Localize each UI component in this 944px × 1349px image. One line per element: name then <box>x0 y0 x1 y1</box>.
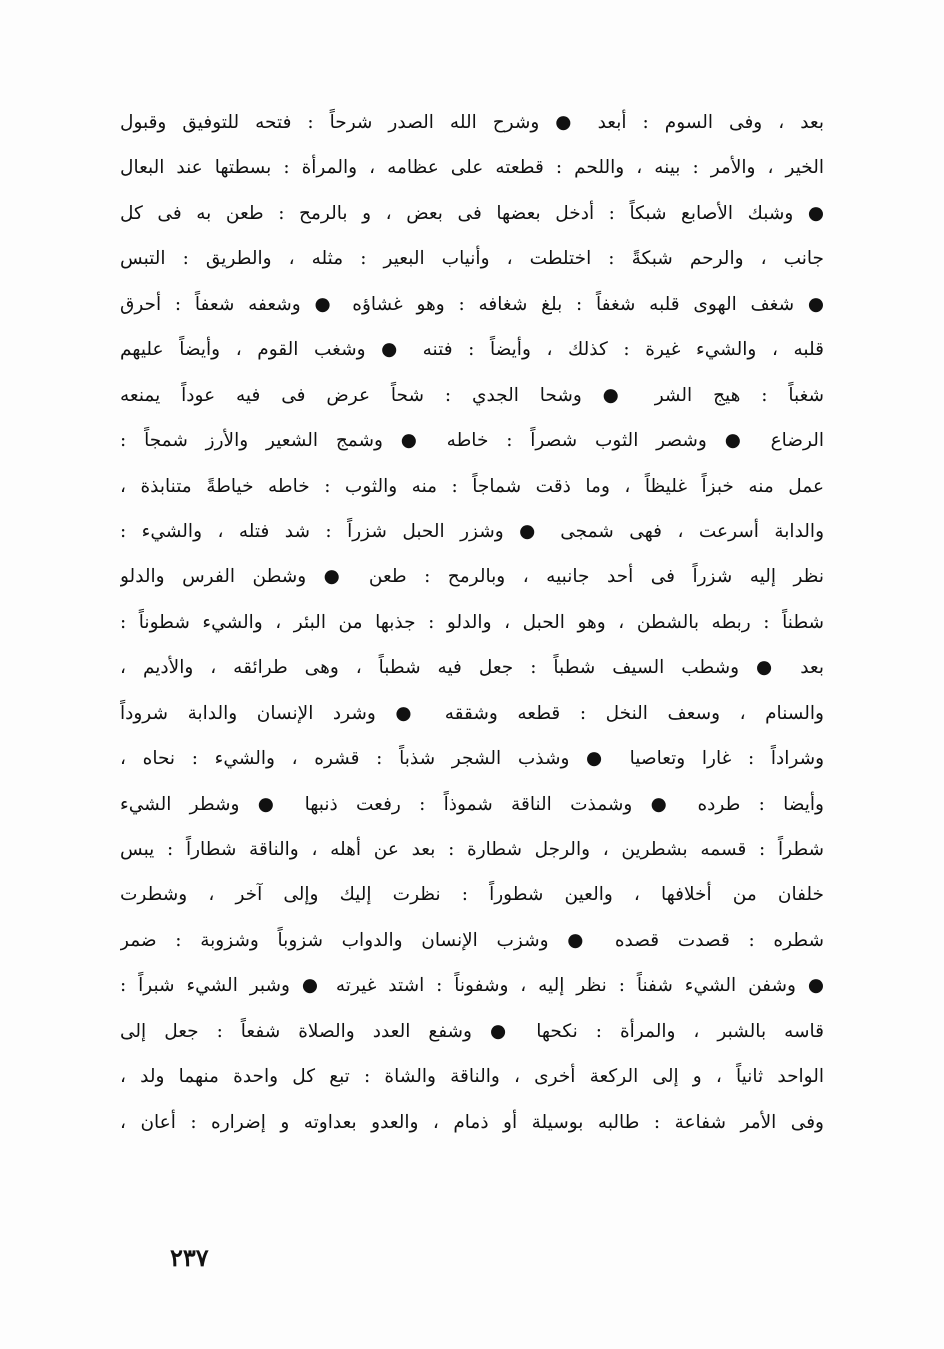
text-line: جانب ، والرحم شبكةً : اختلطت ، وأنياب البعير : مثله ، والطريق : التبس <box>120 248 824 270</box>
text-line: وأيضا : طرده ● وشمذت الناقة شموذاً : رفعت ذنبها ● وشطر الشيء <box>120 793 824 815</box>
text-line: الواحد ثانياً ، و إلى الركعة أخرى ، والناقة والشاة : تبع كل واحدة منهما ولد ، <box>120 1066 824 1088</box>
text-line: الرضاع ● وشصر الثوب شصراً : خاطه ● وشمج الشعير والأرز شمجاً : <box>120 430 824 452</box>
text-line: شطره : قصدت قصده ● وشزب الإنسان والدواب شزوباً وشزوبة : ضمر <box>120 929 824 951</box>
text-line: شغباً : هيج الشر ● وشحا الجدي : شحاً عرض فى فيه عوداً يمنعه <box>120 384 824 406</box>
text-line: بعد ، وفى السوم : أبعد ● وشرح الله الصدر شرحاً : فتحه للتوفيق وقبول <box>120 112 824 133</box>
text-line: ● وشبك الأصابع شبكاً : أدخل بعضها فى بعض ، و بالرمح : طعن به فى كل <box>120 202 824 224</box>
text-line: ● شغف الهوى قلبه شغفاً : بلغ شغافه : وهو غشاؤه ● وشعفه شعفاً : أحرق <box>120 293 824 315</box>
text-line: شطراً : قسمه بشطرين ، والرجل شطارة : بعد عن أهله ، والناقة شطاراً : يبس <box>120 839 824 860</box>
text-line: ● وشفن الشيء شفناً : نظر إليه ، وشفوناً : اشتد غيرته ● وشبر الشيء شبراً : <box>120 975 824 997</box>
text-line: وشراداً : غارا وتعاصيا ● وشذب الشجر شذباً : قشره ، والشيء : نحاه ، <box>120 748 824 770</box>
dictionary-text-block <box>120 100 824 1145</box>
page-number: ٢٣٧ <box>170 1243 209 1272</box>
text-line: وفى الأمر شفاعة : طالبه بوسيلة أو ذمام ، والعدو بعداوته و إضراره : أعان ، <box>120 1111 824 1133</box>
text-line: نظر إليه شزراً فى أحد جانبيه ، وبالرمح : طعن ● وشطن الفرس والدلو <box>120 566 824 588</box>
text-line: شطناً : ربطه بالشطن ، وهو الحبل ، والدلو : جذبها من البئر ، والشيء شطوناً : <box>120 611 824 633</box>
text-line: والسنام ، وسعف النخل : قطعه وشققه ● وشرد الإنسان والدابة شروداً <box>120 702 824 724</box>
text-line: الخير ، والأمر : بينه ، واللحم : قطعته على عظامه ، والمرأة : بسطتها عند البعال <box>120 157 824 179</box>
text-line: والدابة أسرعت ، فهى شمجى ● وشزر الحبل شزراً : شد فتله ، والشيء : <box>120 520 824 542</box>
text-line: عمل منه خبزاً غليظاً ، وما ذقت شماجاً : منه والثوب : خاطه خياطةً متنابذة ، <box>120 475 824 497</box>
text-line: بعد ● وشطب السيف شطباً : جعل فيه شطباً ، وهى طرائقه ، والأديم ، <box>120 657 824 679</box>
text-line: قلبه ، والشيء غيرة : كذلك ، وأيضاً : فتنه ● وشغب القوم ، وأيضاً عليهم <box>120 339 824 361</box>
text-line: خلفان من أخلافها ، والعين شطوراً : نظرت إليك وإلى آخر ، وشطرت <box>120 884 824 906</box>
text-line: قاسه بالشبر ، والمرأة : نكحها ● وشفع العدد والصلاة شفعاً : جعل إلى <box>120 1020 824 1042</box>
